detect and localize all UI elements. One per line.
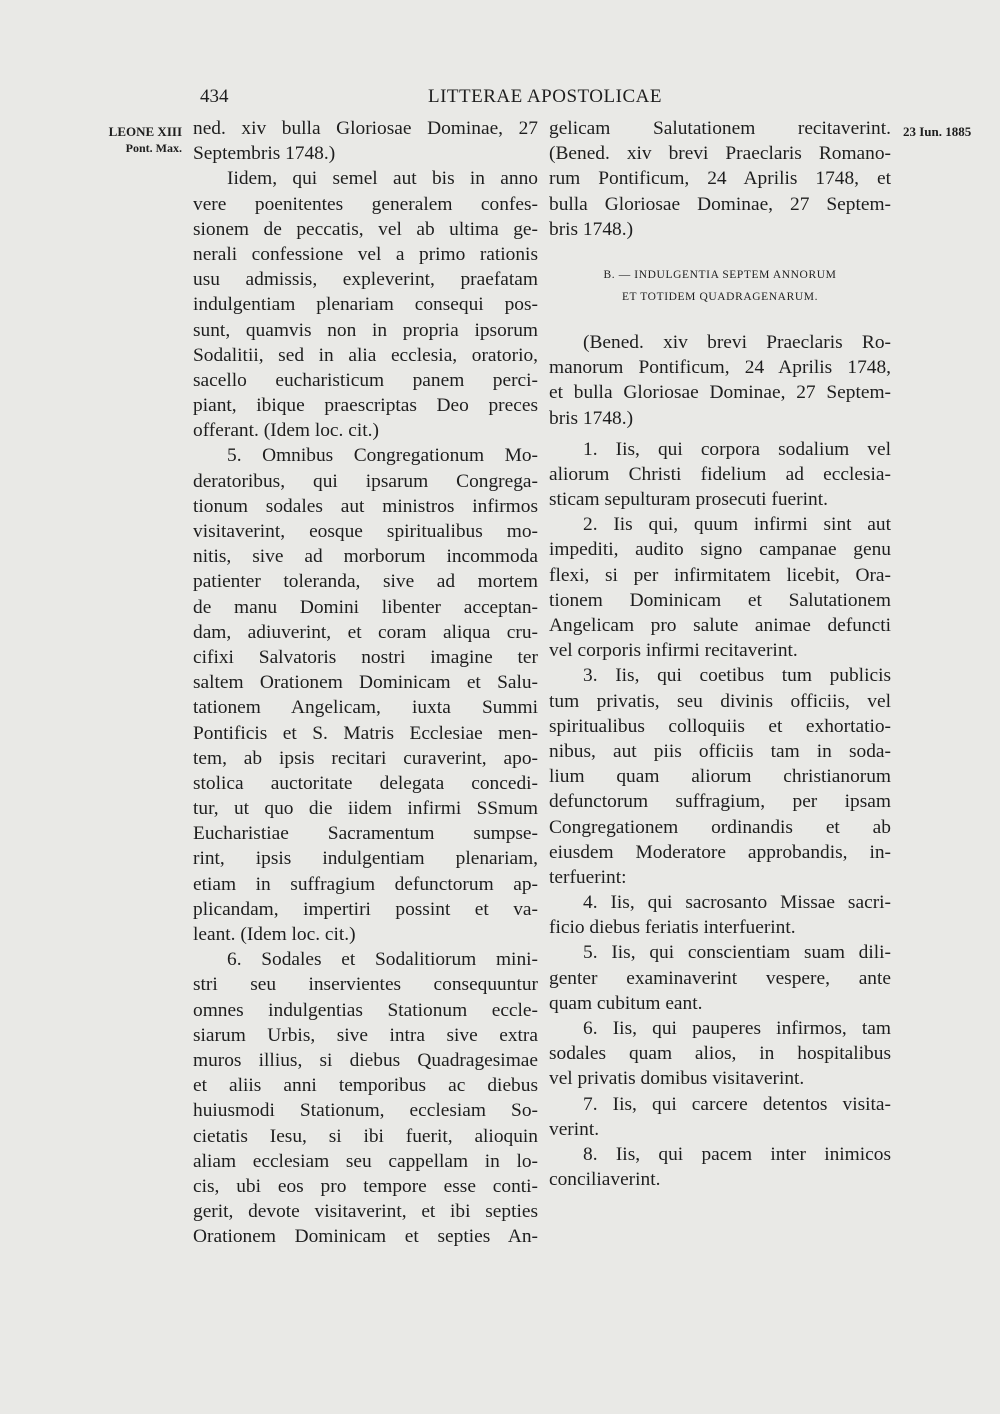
text-line: etiam in suffragium defunctorum ap- xyxy=(193,873,538,895)
text-line: aliam ecclesiam seu cappellam in lo- xyxy=(193,1150,538,1172)
page-number: 434 xyxy=(200,86,229,107)
text-line: usu admissis, expleverint, praefatam xyxy=(193,269,538,291)
text-line: manorum Pontificum, 24 Aprilis 1748, xyxy=(549,357,891,379)
text-line: (Bened. xiv brevi Praeclaris Ro- xyxy=(583,331,891,353)
list-item-line: vel privatis domibus visitaverint. xyxy=(549,1068,805,1090)
text-line: saltem Orationem Dominicam et Salu- xyxy=(193,672,538,694)
margin-date: 23 Iun. 1885 xyxy=(903,124,972,139)
text-line: sacello eucharisticum panem perci- xyxy=(193,369,538,391)
text-line: indulgentiam plenariam consequi pos- xyxy=(193,294,538,316)
text-line: gerit, devote visitaverint, et ibi septies xyxy=(193,1201,538,1223)
list-item-line: 8. Iis, qui pacem inter inimicos xyxy=(583,1143,891,1165)
text-line: tur, ut quo die iidem infirmi SSmum xyxy=(193,798,538,820)
text-line: leant. (Idem loc. cit.) xyxy=(193,924,356,945)
text-line: Orationem Dominicam et septies An- xyxy=(193,1226,538,1248)
left-column xyxy=(193,116,538,1249)
text-line: siarum Urbis, sive intra sive extra xyxy=(193,1024,538,1046)
margin-pope-title: Pont. Max. xyxy=(125,141,182,155)
text-line: Sodalitii, sed in alia ecclesia, oratorio, xyxy=(193,344,538,366)
text-line: ned. xiv bulla Gloriosae Dominae, 27 xyxy=(193,118,538,139)
text-line: 6. Sodales et Sodalitiorum mini- xyxy=(227,949,538,971)
text-line: cifixi Salvatoris nostri imagine ter xyxy=(193,646,538,668)
list-item-line: spiritualibus colloquiis et exhortatio- xyxy=(549,715,891,737)
margin-note-left xyxy=(82,123,182,157)
section-heading: B. — INDULGENTIA SEPTEM ANNORUM xyxy=(603,268,837,281)
list-item-line: eiusdem Moderatore approbandis, in- xyxy=(549,841,891,863)
list-item-line: 2. Iis qui, quum infirmi sint aut xyxy=(583,514,891,536)
margin-pope-name: LEONE XIII xyxy=(108,124,182,139)
list-item-line: 6. Iis, qui pauperes infirmos, tam xyxy=(583,1018,891,1039)
text-line: tationem Angelicam, iuxta Summi xyxy=(193,697,538,719)
text-line: omnes indulgentias Stationum eccle- xyxy=(193,999,538,1021)
text-line: et bulla Gloriosae Dominae, 27 Septem- xyxy=(549,382,891,404)
text-line: bulla Gloriosae Dominae, 27 Septem- xyxy=(549,193,891,215)
text-line: muros illius, si diebus Quadragesimae xyxy=(193,1049,538,1071)
list-item-line: sodales quam alios, in hospitalibus xyxy=(549,1043,891,1065)
page-header xyxy=(0,86,1000,116)
text-line: stolica auctoritate delegata concedi- xyxy=(193,772,538,794)
list-item-line: defunctorum suffragium, per ipsam xyxy=(549,791,891,813)
text-line: Pontificis et S. Matris Ecclesiae men- xyxy=(193,722,538,744)
list-item-line: 1. Iis, qui corpora sodalium vel xyxy=(583,438,891,460)
text-line: 5. Omnibus Congregationum Mo- xyxy=(227,445,538,467)
list-item-line: Angelicam pro salute animae defuncti xyxy=(549,615,891,636)
list-item-line: lium quam aliorum christianorum xyxy=(549,766,891,788)
list-item-line: terfuerint: xyxy=(549,866,627,888)
text-line: nitis, sive ad morborum incommoda xyxy=(193,546,538,568)
text-line: deratoribus, qui ipsarum Congrega- xyxy=(193,470,538,492)
text-line: rint, ipsis indulgentiam plenariam, xyxy=(193,848,538,870)
list-item-line: genter examinaverint vespere, ante xyxy=(549,967,891,989)
text-line: plicandam, impertiri possint et va- xyxy=(193,898,538,920)
list-item-line: verint. xyxy=(549,1118,600,1140)
text-line: offerant. (Idem loc. cit.) xyxy=(193,420,379,442)
running-title: LITTERAE APOSTOLICAE xyxy=(428,86,662,107)
text-line: Iidem, qui semel aut bis in anno xyxy=(227,168,538,190)
text-line: rum Pontificum, 24 Aprilis 1748, et xyxy=(549,168,891,190)
list-item-line: Congregationem ordinandis et ab xyxy=(549,816,891,838)
list-item-line: 4. Iis, qui sacrosanto Missae sacri- xyxy=(583,892,891,914)
text-line: gelicam Salutationem recitaverint. xyxy=(549,118,891,139)
list-item-line: quam cubitum eant. xyxy=(549,992,703,1014)
text-line: huiusmodi Stationum, ecclesiam So- xyxy=(193,1100,538,1122)
list-item-line: tionem Dominicam et Salutationem xyxy=(549,589,891,611)
text-line: sunt, quamvis non in propria ipsorum xyxy=(193,319,538,341)
text-line: vere poenitentes generalem confes- xyxy=(193,193,538,215)
text-line: tionum sodales aut ministros infirmos xyxy=(193,495,538,517)
list-item-line: 3. Iis, qui coetibus tum publicis xyxy=(583,665,891,687)
text-line: bris 1748.) xyxy=(549,218,634,240)
list-item-line: vel corporis infirmi recitaverint. xyxy=(549,640,798,662)
text-line: (Bened. xiv brevi Praeclaris Romano- xyxy=(549,143,891,165)
text-line: visitaverint, eosque spiritualibus mo- xyxy=(193,521,538,542)
list-item-line: impediti, audito signo campanae genu xyxy=(549,539,891,561)
text-line: piant, ibique praescriptas Deo preces xyxy=(193,395,538,417)
text-line: dam, adiuverint, et coram aliqua cru- xyxy=(193,621,538,643)
text-line: bris 1748.) xyxy=(549,407,634,429)
list-item-line: 5. Iis, qui conscientiam suam dili- xyxy=(583,942,891,964)
list-item-line: flexi, si per infirmitatem licebit, Ora- xyxy=(549,564,891,586)
text-line: cietatis Iesu, si ibi fuerit, alioquin xyxy=(193,1125,538,1147)
text-line: stri seu inservientes consequuntur xyxy=(193,974,538,996)
text-line: de manu Domini libenter acceptan- xyxy=(193,596,538,618)
text-line: patienter toleranda, sive ad mortem xyxy=(193,571,538,593)
text-line: et aliis anni temporibus ac diebus xyxy=(193,1075,538,1097)
text-line: sionem de peccatis, vel ab ultima ge- xyxy=(193,218,538,240)
text-line: Eucharistiae Sacramentum sumpse- xyxy=(193,823,538,845)
text-line: cis, ubi eos pro tempore esse conti- xyxy=(193,1175,538,1197)
text-line: Septembris 1748.) xyxy=(193,143,336,165)
list-item-line: 7. Iis, qui carcere detentos visita- xyxy=(583,1093,891,1115)
list-item-line: tum privatis, seu divinis officiis, vel xyxy=(549,690,891,712)
list-item-line: sticam sepulturam prosecuti fuerint. xyxy=(549,489,828,511)
list-item-line: nibus, aut piis officiis tam in soda- xyxy=(549,740,891,762)
list-item-line: aliorum Christi fidelium ad ecclesia- xyxy=(549,463,891,485)
list-item-line: ficio diebus feriatis interfuerint. xyxy=(549,917,796,939)
text-line: tem, ab ipsis recitari curaverint, apo- xyxy=(193,747,538,769)
right-column xyxy=(549,116,891,1192)
list-item-line: conciliaverint. xyxy=(549,1169,661,1191)
section-heading-continued: ET TOTIDEM QUADRAGENARUM. xyxy=(621,290,819,303)
text-line: nerali confessione vel a primo rationis xyxy=(193,243,538,265)
